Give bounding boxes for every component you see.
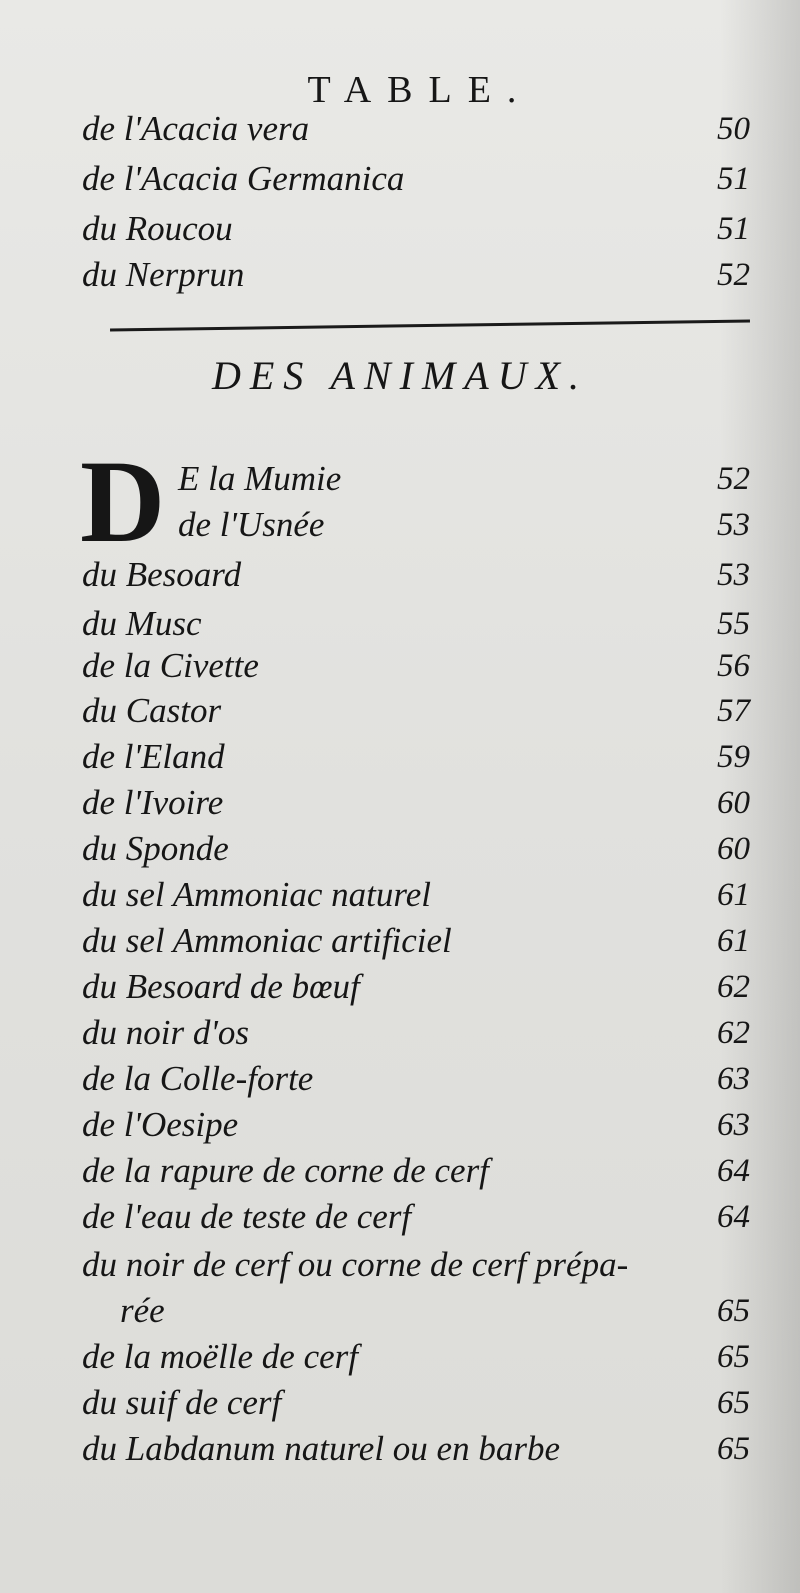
- running-head: TABLE.: [307, 69, 533, 111]
- entry-page-number: 63: [717, 1107, 750, 1143]
- entry-title: de la Colle-forte: [82, 1059, 314, 1098]
- entry-page-number: 55: [717, 606, 750, 642]
- entry-page-number: 52: [717, 257, 750, 293]
- list-item: [0, 456, 800, 502]
- entry-page-number: 62: [717, 969, 750, 1005]
- entry-title: du Sponde: [82, 829, 229, 868]
- list-item: [0, 872, 800, 918]
- list-item: [0, 1010, 800, 1056]
- entry-title: de l'eau de teste de cerf: [82, 1197, 412, 1236]
- entry-title: du Roucou: [82, 209, 233, 248]
- entry-title: du Castor: [82, 691, 222, 730]
- entry-page-number: 65: [717, 1385, 750, 1421]
- entry-page-number: 64: [717, 1199, 750, 1235]
- entry-page-number: 63: [717, 1061, 750, 1097]
- entry-title: de l'Ivoire: [82, 783, 224, 822]
- entry-page-number: 57: [717, 693, 750, 729]
- list-item: [0, 1102, 800, 1148]
- entry-title: rée: [120, 1291, 165, 1330]
- list-item: [0, 156, 800, 202]
- list-item: [0, 1242, 800, 1288]
- entry-title: de l'Acacia vera: [82, 109, 310, 148]
- list-item: [0, 1334, 800, 1380]
- list-item: [0, 643, 800, 689]
- entry-page-number: 56: [717, 648, 750, 684]
- list-item: [0, 252, 800, 298]
- entry-title: E la Mumie: [178, 459, 342, 498]
- list-item: [0, 826, 800, 872]
- list-item: [0, 1288, 800, 1334]
- list-item: [0, 502, 800, 548]
- entry-page-number: 65: [717, 1293, 750, 1329]
- entry-title: de l'Usnée: [178, 505, 325, 544]
- list-item: [0, 1426, 800, 1472]
- entry-title: de la rapure de corne de cerf: [82, 1151, 489, 1190]
- list-item: [0, 964, 800, 1010]
- entry-page-number: 59: [717, 739, 750, 775]
- list-item: [0, 1380, 800, 1426]
- entry-title: du Nerprun: [82, 255, 245, 294]
- list-item: [0, 206, 800, 252]
- list-item: [0, 918, 800, 964]
- entry-title: du noir d'os: [82, 1013, 249, 1052]
- entry-title: de l'Oesipe: [82, 1105, 239, 1144]
- entry-page-number: 65: [717, 1339, 750, 1375]
- entry-page-number: 60: [717, 785, 750, 821]
- entry-page-number: 51: [717, 211, 750, 247]
- entry-title: de l'Eland: [82, 737, 225, 776]
- entry-title: du noir de cerf ou corne de cerf prépa-: [82, 1245, 629, 1284]
- entry-page-number: 52: [717, 461, 750, 497]
- entry-page-number: 60: [717, 831, 750, 867]
- section-heading: DES ANIMAUX.: [211, 353, 589, 398]
- entry-title: du Labdanum naturel ou en barbe: [82, 1429, 560, 1468]
- list-item: [0, 106, 800, 152]
- list-item: [0, 734, 800, 780]
- entry-title: du sel Ammoniac artificiel: [82, 921, 452, 960]
- list-item: [0, 780, 800, 826]
- entry-title: du Besoard de bœuf: [82, 967, 360, 1006]
- entry-page-number: 65: [717, 1431, 750, 1467]
- list-item: [0, 1056, 800, 1102]
- section-divider: [110, 320, 750, 332]
- entry-page-number: 53: [717, 507, 750, 543]
- entry-title: de la Civette: [82, 646, 259, 685]
- entry-page-number: 62: [717, 1015, 750, 1051]
- entry-page-number: 61: [717, 877, 750, 913]
- list-item: [0, 601, 800, 647]
- entry-title: de la moëlle de cerf: [82, 1337, 359, 1376]
- list-item: [0, 1148, 800, 1194]
- entry-page-number: 53: [717, 557, 750, 593]
- entry-title: de l'Acacia Germanica: [82, 159, 405, 198]
- entry-page-number: 50: [717, 111, 750, 147]
- entry-title: du suif de cerf: [82, 1383, 282, 1422]
- list-item: [0, 1194, 800, 1240]
- list-item: [0, 552, 800, 598]
- entry-title: du sel Ammoniac naturel: [82, 875, 431, 914]
- entry-page-number: 51: [717, 161, 750, 197]
- drop-cap: D: [80, 436, 166, 567]
- entry-title: du Besoard: [82, 555, 242, 594]
- entry-title: du Musc: [82, 604, 202, 643]
- entry-page-number: 61: [717, 923, 750, 959]
- list-item: [0, 688, 800, 734]
- entry-page-number: 64: [717, 1153, 750, 1189]
